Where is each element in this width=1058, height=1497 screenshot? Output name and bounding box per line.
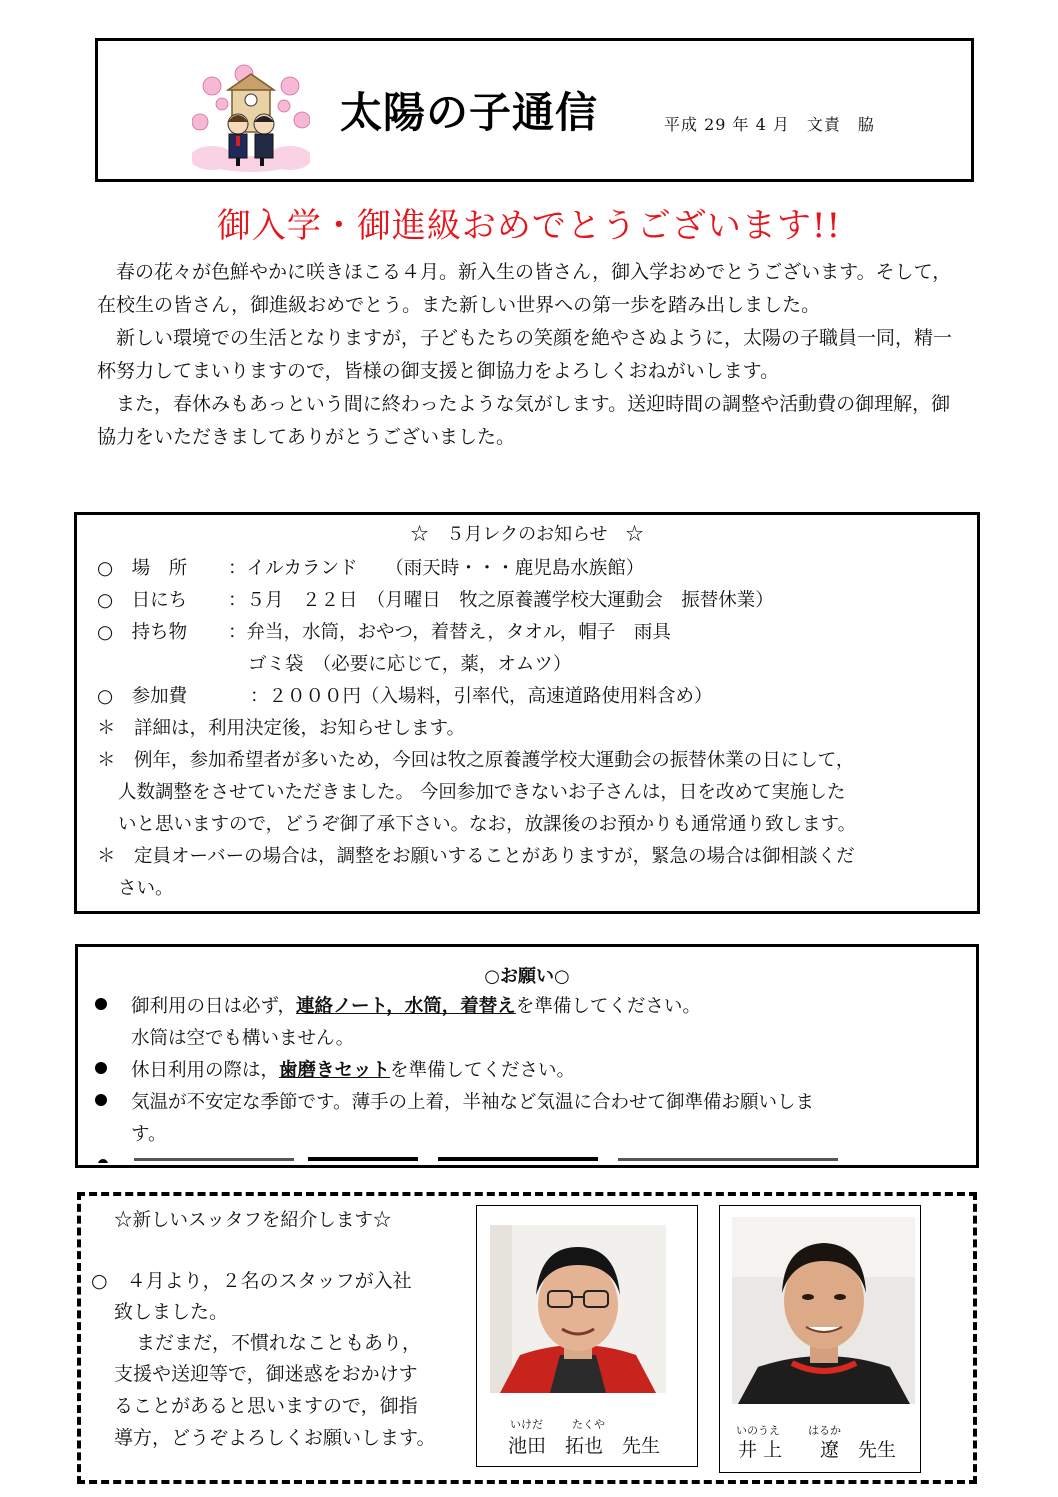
request-text: を準備してください。 <box>515 996 701 1017</box>
request-emphasis: 歯磨きセット <box>279 1060 391 1081</box>
staff-intro-title: ☆新しいスッタフを紹介します☆ <box>114 1210 392 1231</box>
request-item: 気温が不安定な季節です。薄手の上着，半袖など気温に合わせて御準備お願いしま <box>131 1092 815 1113</box>
date-value: ：５月 ２２日 （月曜日 牧之原養護学校大運動会 振替休業） <box>228 590 774 611</box>
requests-title: ○お願い○ <box>484 966 570 987</box>
staff-photo-inoue <box>732 1217 915 1404</box>
furigana: はるか <box>808 1424 841 1437</box>
fee-value: ：２０００円（入場料，引率代，高速道路使用料含め） <box>250 686 713 707</box>
furigana: いけだ <box>510 1418 543 1431</box>
furigana: たくや <box>572 1418 605 1431</box>
intro-paragraph: 新しい環境での生活となりますが，子どもたちの笑顔を絶やさぬように，太陽の子職員一同，精一杯努力してまいりますので，皆様の御支援と御協力をよろしくおねがいします。 <box>97 327 953 382</box>
note-capacity-line: ＊ 定員オーバーの場合は，調整をお願いすることがありますが，緊急の場合は御相談くだ <box>97 846 855 867</box>
bullet-icon <box>95 1094 107 1106</box>
staff-intro-line: まだまだ，不慣れなこともあり， <box>136 1332 422 1354</box>
fee-label: ○ 参加費 <box>97 686 188 707</box>
place-label: ○ 場 所 <box>97 558 188 579</box>
note-schedule-line: ＊ 例年，参加希望者が多いため，今回は牧之原養護学校大運動会の振替休業の日にして， <box>97 750 855 771</box>
newsletter-title: 太陽の子通信 <box>340 88 599 137</box>
request-emphasis: 連絡ノート，水筒，着替え <box>296 996 516 1017</box>
staff-name: 井 上 遼 先生 <box>738 1439 897 1461</box>
note-schedule-line: 人数調整をさせていただきました。 今回参加できないお子さんは，日を改めて実施した <box>118 782 846 803</box>
furigana: いのうえ <box>736 1424 780 1437</box>
staff-intro-line: 導方，どうぞよろしくお願いします。 <box>114 1427 436 1449</box>
request-item <box>131 992 701 1018</box>
issue-date-author: 平成 29 年 4 月 文責 脇 <box>664 115 875 134</box>
staff-intro-line: ることがあると思いますので，御指 <box>114 1395 418 1417</box>
request-text: 御利用の日は必ず， <box>131 996 297 1017</box>
request-text: 休日利用の際は， <box>131 1060 280 1081</box>
staff-intro-line: ○ ４月より，２名のスタッフが入社 <box>91 1270 412 1292</box>
staff-name: 池田 拓也 先生 <box>508 1435 661 1457</box>
items-value-continued: ゴミ袋 （必要に応じて，薬，オムツ） <box>248 654 572 675</box>
staff-photo-ikeda <box>490 1225 666 1393</box>
intro-paragraph: 春の花々が色鮮やかに咲きほこる４月。新入生の皆さん，御入学おめでとうございます。そして，在校生の皆さん，御進級おめでとう。また新しい世界への第一歩を踏み出しました。 <box>97 261 952 316</box>
intro-paragraph: また，春休みもあっという間に終わったような気がします。送迎時間の調整や活動費の御理解，御協力をいただきましてありがとうございました。 <box>97 393 951 448</box>
intro-text <box>97 256 957 454</box>
items-value: ：弁当，水筒，おやつ，着替え，タオル，帽子 雨具 <box>228 622 671 643</box>
bullet-icon <box>95 1062 107 1074</box>
staff-intro-line: 支援や送迎等で，御迷惑をおかけす <box>114 1363 418 1385</box>
items-label: ○ 持ち物 <box>97 622 188 643</box>
recreation-title: ☆ ５月レクのお知らせ ☆ <box>410 524 644 545</box>
bullet-icon <box>95 998 107 1010</box>
request-item <box>131 1056 575 1082</box>
date-label: ○ 日にち <box>97 590 188 611</box>
place-value: ：イルカランド （雨天時・・・鹿児島水族館） <box>228 558 645 579</box>
request-text: を準備してください。 <box>390 1060 576 1081</box>
request-item-continued: 水筒は空でも構いません。 <box>131 1028 355 1049</box>
school-children-illustration <box>192 64 310 172</box>
headline: 御入学・御進級おめでとうございます!! <box>216 206 842 246</box>
note-schedule-line: いと思いますので，どうぞ御了承下さい。なお，放課後のお預かりも通常通り致します。 <box>118 814 857 835</box>
truncated-request-line <box>98 1155 958 1163</box>
note-capacity-line: さい。 <box>118 878 174 899</box>
note-details: ＊ 詳細は，利用決定後，お知らせします。 <box>97 718 465 739</box>
request-item-continued: す。 <box>131 1124 167 1145</box>
staff-intro-line: 致しました。 <box>114 1301 229 1323</box>
